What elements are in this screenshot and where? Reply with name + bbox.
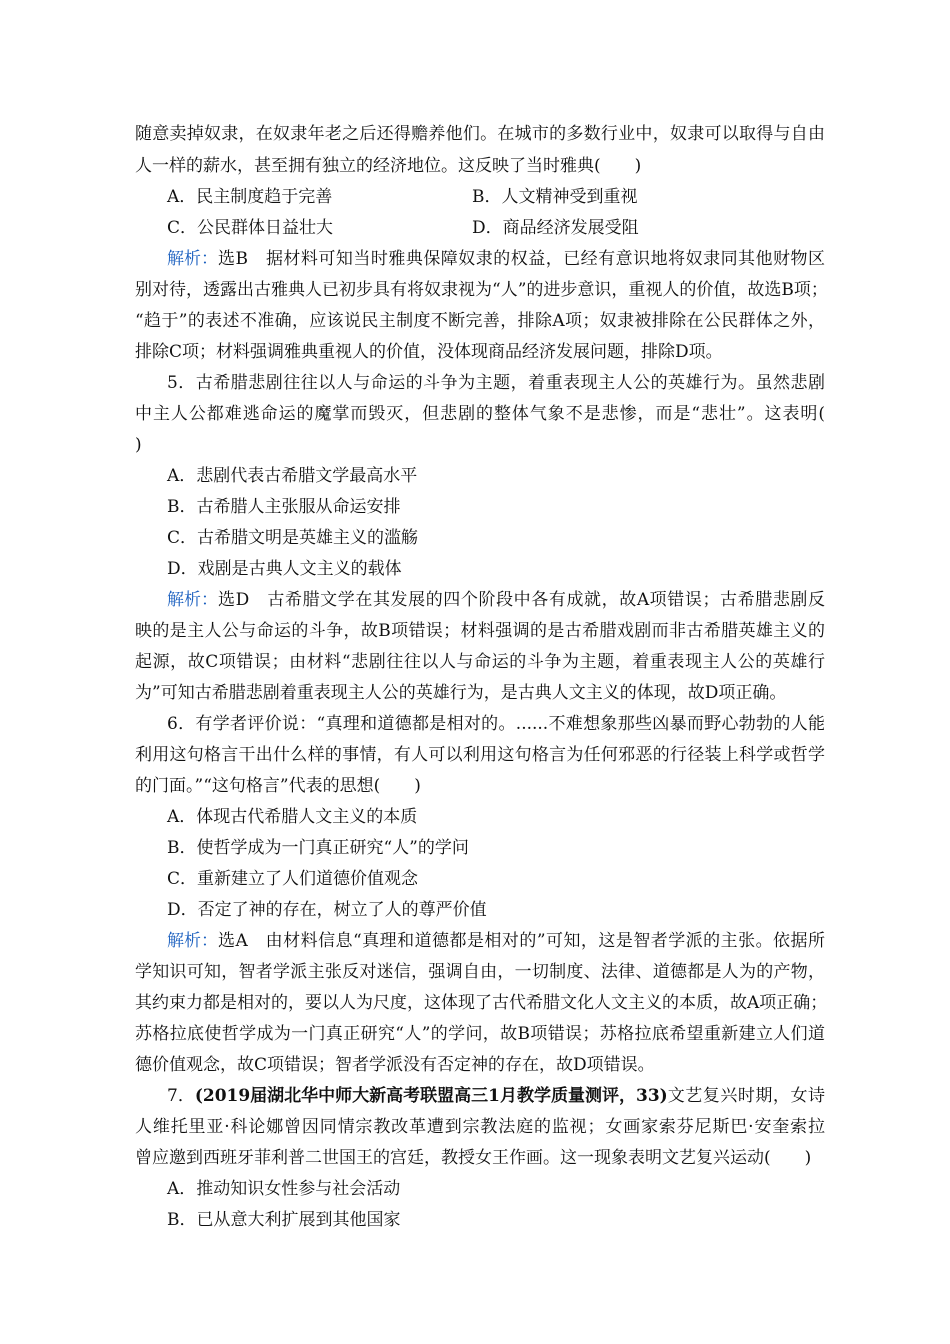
analysis-text: 选B 据材料可知当时雅典保障奴隶的权益，已经有意识地将奴隶同其他财物区 bbox=[218, 249, 825, 269]
q7-stem-line: 人维托里亚·科论娜曾因同情宗教改革遭到宗教法庭的监视；女画家索芬尼斯巴·安奎索拉 bbox=[135, 1117, 825, 1137]
q7-number: 7． bbox=[167, 1086, 195, 1106]
analysis-tag: 解析： bbox=[167, 249, 218, 269]
q5-option-a: A．悲剧代表古希腊文学最高水平 bbox=[167, 466, 418, 486]
q4-stem-line: 随意卖掉奴隶，在奴隶年老之后还得赡养他们。在城市的多数行业中，奴隶可以取得与自由 bbox=[135, 124, 825, 144]
q7-stem-text: 文艺复兴时期，女诗 bbox=[667, 1086, 825, 1106]
q5-analysis-line: 为”可知古希腊悲剧着重表现主人公的英雄行为，是古典人文主义的体现，故D项正确。 bbox=[135, 683, 787, 703]
q4-analysis-line: “趋于”的表述不准确，应该说民主制度不断完善，排除A项；奴隶被排除在公民群体之外， bbox=[135, 311, 825, 331]
q7-source: (2019届湖北华中师大新高考联盟高三1月教学质量测评，33) bbox=[194, 1086, 668, 1106]
q4-analysis-line: 排除C项；材料强调雅典重视人的价值，没体现商品经济发展问题，排除D项。 bbox=[135, 342, 723, 362]
q7-stem-line bbox=[167, 1085, 825, 1107]
q6-analysis-line: 学知识可知，智者学派主张反对迷信，强调自由，一切制度、法律、道德都是人为的产物， bbox=[135, 962, 825, 982]
q5-stem-line: 中主人公都难逃命运的魔掌而毁灭，但悲剧的整体气象不是悲惨，而是“悲壮”。这表明( bbox=[135, 404, 825, 424]
q5-option-d: D．戏剧是古典人文主义的载体 bbox=[167, 559, 402, 579]
q4-stem-line: 人一样的薪水，甚至拥有独立的经济地位。这反映了当时雅典( ) bbox=[135, 156, 642, 176]
analysis-text: 选D 古希腊文学在其发展的四个阶段中各有成就，故A项错误；古希腊悲剧反 bbox=[218, 590, 825, 610]
q5-stem-line: ) bbox=[135, 435, 142, 455]
q4-analysis-line bbox=[167, 248, 825, 270]
q6-analysis-line bbox=[167, 930, 825, 952]
q5-stem-line: 5．古希腊悲剧往往以人与命运的斗争为主题，着重表现主人公的英雄行为。虽然悲剧 bbox=[167, 373, 825, 393]
q6-option-d: D．否定了神的存在，树立了人的尊严价值 bbox=[167, 900, 487, 920]
q7-option-a: A．推动知识女性参与社会活动 bbox=[167, 1179, 401, 1199]
q7-stem-line: 曾应邀到西班牙菲利普二世国王的宫廷，教授女王作画。这一现象表明文艺复兴运动( ) bbox=[135, 1148, 812, 1168]
q4-option-a: A．民主制度趋于完善 bbox=[167, 187, 333, 207]
analysis-tag: 解析： bbox=[167, 931, 218, 951]
q6-option-c: C．重新建立了人们道德价值观念 bbox=[167, 869, 419, 889]
q6-stem-line: 的门面。”“这句格言”代表的思想( ) bbox=[135, 776, 421, 796]
q5-option-c: C．古希腊文明是英雄主义的滥觞 bbox=[167, 528, 419, 548]
analysis-tag: 解析： bbox=[167, 590, 218, 610]
q5-option-b: B．古希腊人主张服从命运安排 bbox=[167, 497, 401, 517]
q4-analysis-line: 别对待，透露出古雅典人已初步具有将奴隶视为“人”的进步意识，重视人的价值，故选B项； bbox=[135, 280, 828, 300]
q6-analysis-line: 其约束力都是相对的，要以人为尺度，这体现了古代希腊文化人文主义的本质，故A项正确； bbox=[135, 993, 828, 1013]
q5-analysis-line: 映的是主人公与命运的斗争，故B项错误；材料强调的是古希腊戏剧而非古希腊英雄主义的 bbox=[135, 621, 825, 641]
q4-option-c: C．公民群体日益壮大 bbox=[167, 218, 334, 238]
q6-stem-line: 利用这句格言干出什么样的事情，有人可以利用这句格言为任何邪恶的行径装上科学或哲学 bbox=[135, 745, 825, 765]
q4-option-b: B．人文精神受到重视 bbox=[472, 187, 638, 207]
q6-option-a: A．体现古代希腊人文主义的本质 bbox=[167, 807, 418, 827]
q6-option-b: B．使哲学成为一门真正研究“人”的学问 bbox=[167, 838, 469, 858]
q6-analysis-line: 苏格拉底使哲学成为一门真正研究“人”的学问，故B项错误；苏格拉底希望重新建立人们道 bbox=[135, 1024, 825, 1044]
q5-analysis-line bbox=[167, 589, 825, 611]
q7-option-b: B．已从意大利扩展到其他国家 bbox=[167, 1210, 401, 1230]
q6-analysis-line: 德价值观念，故C项错误；智者学派没有否定神的存在，故D项错误。 bbox=[135, 1055, 655, 1075]
q6-stem-line: 6．有学者评价说：“真理和道德都是相对的。......不难想象那些凶暴而野心勃勃的人能 bbox=[167, 714, 825, 734]
q4-option-d: D．商品经济发展受阻 bbox=[472, 218, 639, 238]
q5-analysis-line: 起源，故C项错误；由材料“悲剧往往以人与命运的斗争为主题，着重表现主人公的英雄行 bbox=[135, 652, 825, 672]
analysis-text: 选A 由材料信息“真理和道德都是相对的”可知，这是智者学派的主张。依据所 bbox=[218, 931, 825, 951]
